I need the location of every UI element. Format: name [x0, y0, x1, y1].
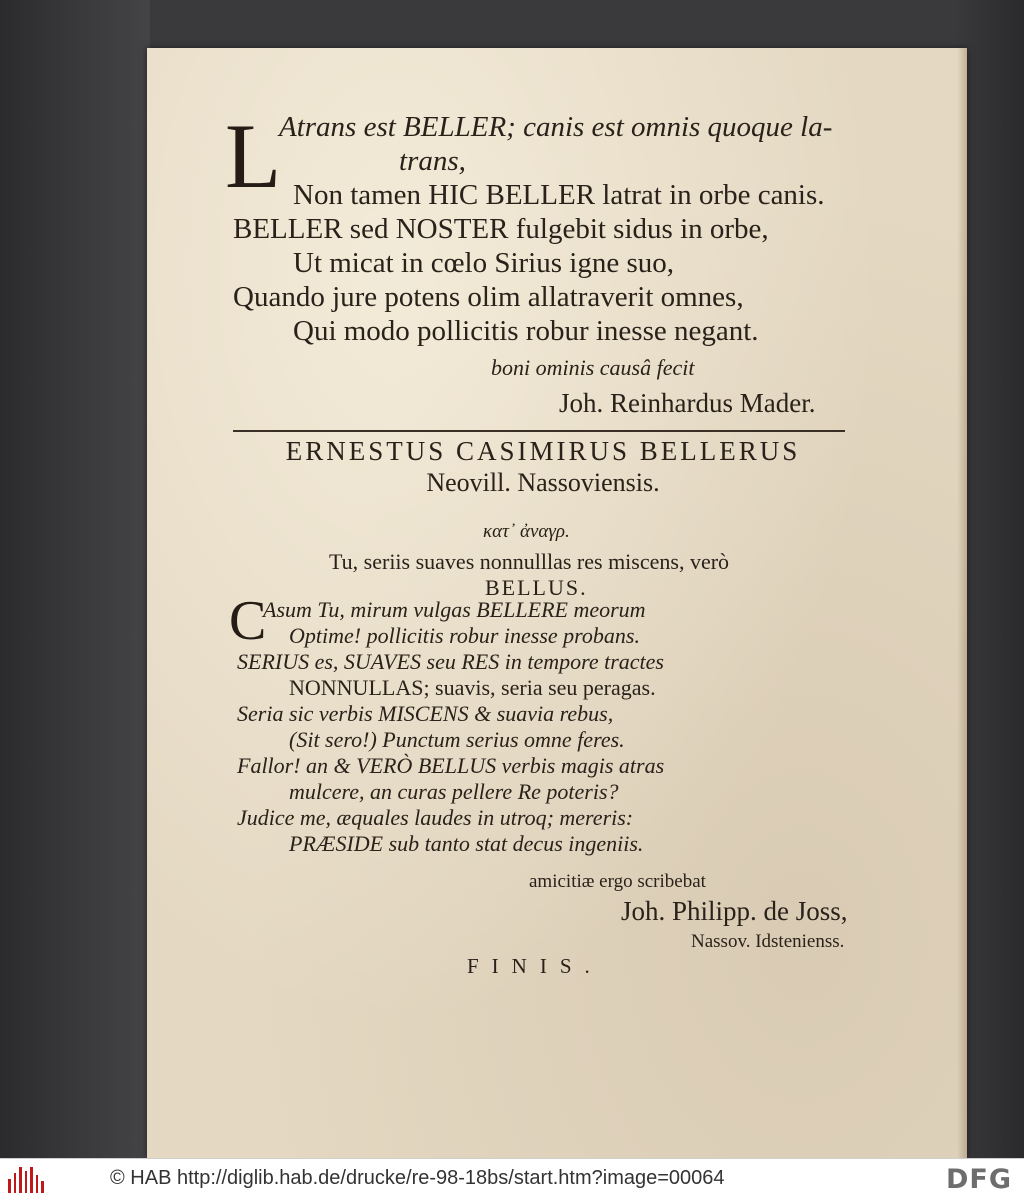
poem1-line-5: Ut micat in cœlo Sirius igne suo,	[293, 247, 674, 279]
section2-name: ERNESTUS CASIMIRUS BELLERUS	[285, 436, 801, 466]
poem1-line-6: Quando jure potens olim allatraverit omnes,	[233, 281, 744, 313]
section2-line-7: Fallor! an & VERÒ BELLUS verbis magis atras	[237, 753, 665, 778]
section2-line-9: Judice me, æquales laudes in utroq; mereris:	[237, 805, 634, 830]
section2-anagram-line: Tu, seriis suaves nonnulllas res miscens, verò	[329, 549, 730, 574]
poem1-line-2: trans,	[399, 145, 466, 177]
poem1-line-7: Qui modo pollicitis robur inesse negant.	[293, 315, 759, 347]
section2-line-5: Seria sic verbis MISCENS & suavia rebus,	[237, 701, 614, 726]
section2-line-8: mulcere, an curas pellere Re poteris?	[289, 779, 619, 804]
scan-backdrop-left	[0, 0, 150, 1158]
section2-line-2: Optime! pollicitis robur inesse probans.	[289, 623, 640, 648]
footer-copyright-url[interactable]: © HAB http://diglib.hab.de/drucke/re-98-18bs/start.htm?image=00064	[110, 1167, 725, 1189]
poem1-dedication: boni ominis causâ fecit	[491, 355, 695, 380]
section2-line-10: PRÆSIDE sub tanto stat decus ingeniis.	[289, 831, 644, 856]
poem1-author: Joh. Reinhardus Mader.	[559, 388, 816, 418]
section2-author: Joh. Philipp. de Joss,	[621, 896, 848, 926]
section-divider-rule	[233, 430, 845, 432]
section2-line-3: SERIUS es, SUAVES seu RES in tempore tractes	[237, 649, 664, 674]
poem1-dropcap: L	[225, 105, 282, 207]
section2-anagram-word: BELLUS.	[485, 575, 588, 600]
document-page	[147, 48, 967, 1158]
section2-dropcap: C	[229, 590, 267, 652]
section2-signoff: amicitiæ ergo scribebat	[529, 871, 706, 892]
poem1-line-3: Non tamen HIC BELLER latrat in orbe canis.	[293, 179, 825, 211]
page-edge-shadow	[957, 48, 967, 1158]
hab-logo-icon	[8, 1167, 44, 1193]
section2-line-1: Asum Tu, mirum vulgas BELLERE meorum	[263, 597, 646, 622]
section2-author-place: Nassov. Idstenienss.	[691, 931, 845, 952]
poem1-line-4: BELLER sed NOSTER fulgebit sidus in orbe,	[233, 213, 769, 245]
section2-greek-label: κατ᾽ ἀναγρ.	[483, 521, 570, 542]
finis-label: FINIS.	[467, 954, 603, 978]
section2-origin: Neovill. Nassoviensis.	[426, 468, 660, 497]
poem1-line-1: Atrans est BELLER; canis est omnis quoque la-	[279, 111, 833, 143]
section2-line-6: (Sit sero!) Punctum serius omne feres.	[289, 727, 625, 752]
section2-line-4: NONNULLAS; suavis, seria seu peragas.	[289, 675, 656, 700]
dfg-logo: DFG	[945, 1164, 1012, 1195]
viewer-footer	[0, 1158, 1024, 1201]
